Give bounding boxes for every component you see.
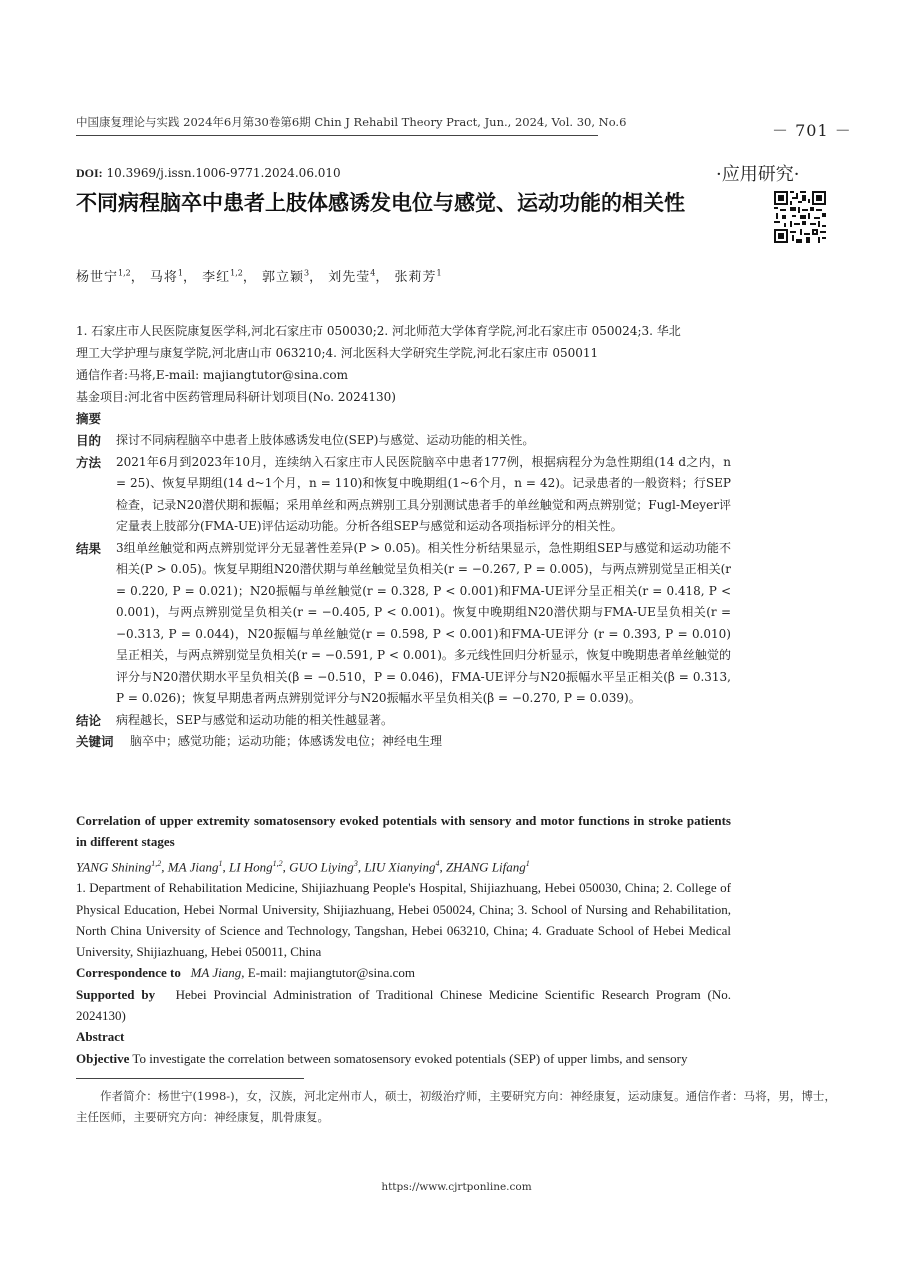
author-aff-en: 3 — [353, 858, 358, 868]
author-aff-en: 1 — [218, 858, 223, 868]
chinese-front-matter — [76, 320, 731, 753]
objective-label: 目的 — [76, 433, 102, 448]
author-name: 李红 — [202, 270, 231, 285]
keywords-cn — [76, 731, 731, 753]
correspondence-cn: 通信作者:马将,E-mail: majiangtutor@sina.com — [76, 368, 348, 382]
abstract-results-cn — [76, 538, 731, 710]
doi-value[interactable]: 10.3969/j.issn.1006-9771.2024.06.010 — [102, 166, 341, 180]
abstract-heading-cn: 摘要 — [76, 411, 102, 426]
supported-text: Hebei Provincial Administration of Traditional Chinese Medicine Scientific Research Program (No. 2024130) — [76, 986, 732, 1023]
correspondence-label: Correspondence to — [76, 965, 181, 981]
header-rule — [76, 135, 598, 136]
article-title-en: Correlation of upper extremity somatosensory evoked potentials with sensory and motor functions in stroke patients in different stages — [76, 813, 731, 850]
author-name-en: LI Hong — [228, 858, 273, 874]
correspondence-en — [76, 962, 731, 983]
doi-label: DOI: — [76, 166, 103, 180]
qr-code-icon — [774, 191, 826, 243]
author-aff-en: 4 — [435, 858, 440, 868]
author-name: 张莉芳 — [394, 270, 437, 285]
section-tag: ·应用研究· — [716, 164, 800, 185]
journal-header: 中国康复理论与实践 2024年6月第30卷第6期 Chin J Rehabil Theory Pract, Jun., 2024, Vol. 30, No.6 — [76, 115, 627, 129]
authors-cn: 杨世宁$^{1,2}$， 马将$^1$， 李红$^{1,2}$， 郭立颖$^3$， 刘先莹$^4$， 张莉芳$^1$ — [76, 268, 442, 285]
correspondence-name: MA Jiang, — [190, 965, 245, 981]
authors-en: YANG Shining$^{1,2}$, MA Jiang$^1$, LI Hong$^{1,2}$, GUO Liying$^3$, LIU Xianying$^4$, ZHANG Lifang$^1$ — [76, 858, 530, 874]
footer-url[interactable]: https://www.cjrtponline.com — [381, 1181, 532, 1193]
abstract-heading-en: Abstract — [76, 1029, 125, 1045]
english-front-matter — [76, 810, 731, 1069]
author-name-en: LIU Xianying — [364, 858, 436, 874]
doi[interactable] — [76, 166, 341, 181]
author-name: 刘先莹 — [328, 270, 371, 285]
funding-cn: 基金项目:河北省中医药管理局科研计划项目(No. 2024130) — [76, 390, 396, 404]
author-name-en: YANG Shining — [76, 858, 152, 874]
abstract-methods-cn — [76, 452, 731, 538]
objective-label-en: Objective — [76, 1050, 130, 1066]
author-aff: 1 — [436, 268, 442, 278]
author-aff: 1 — [177, 268, 183, 278]
affiliation-line-2: 理工大学护理与康复学院,河北唐山市 063210;4. 河北医科大学研究生学院,河北石家庄市 050011 — [76, 346, 599, 360]
affiliations-en: 1. Department of Rehabilitation Medicine, Shijiazhuang People's Hospital, Shijiazhuang, Hebei 050030, China; 2. College of Physical Education, Hebei Normal University, Shijiazhuang, Hebei 050024, China; 3. School of Nursing and Rehabilitation, North China University of Science and Technology, Tangshan, Hebei 063210, China; 4. Graduate School of Hebei Medical University, Shijiazhuang, Hebei 050011, China — [76, 880, 731, 960]
author-aff-en: 1,2 — [272, 858, 283, 868]
abstract-conclusion-cn — [76, 710, 731, 732]
author-name-en: GUO Liying — [289, 858, 354, 874]
methods-label: 方法 — [76, 454, 102, 470]
results-label: 结果 — [76, 540, 102, 556]
author-aff: 1,2 — [230, 268, 243, 278]
author-aff: 4 — [370, 268, 376, 278]
article-title-cn: 不同病程脑卒中患者上肢体感诱发电位与感觉、运动功能的相关性 — [76, 191, 685, 215]
abstract-objective-cn — [76, 430, 731, 452]
author-name: 马将 — [149, 270, 178, 285]
conclusion-label: 结论 — [76, 712, 102, 728]
author-aff-en: 1 — [525, 858, 530, 868]
keywords-label: 关键词 — [76, 734, 114, 749]
results-text: 3组单丝触觉和两点辨别觉评分无显著性差异(P > 0.05)。相关性分析结果显示，急性期组SEP与感觉和运动功能不相关(P > 0.05)。恢复早期组N20潜伏期与单丝触觉呈负相关(r = −0.267, P = 0.005)，与两点辨别觉呈正相关(r = 0.220, P = 0.021)；N20振幅与单丝触觉(r = 0.328, P < 0.001)和FMA-UE评分呈正相关(r = 0.418, P < 0.001)，与两点辨别觉呈负相关(r = −0.405, P < 0.001)。恢复中晚期组N20潜伏期与FMA-UE呈负相关(r = −0.313, P = 0.044)，N20振幅与单丝触觉(r = 0.598, P < 0.001)和FMA-UE评分 (r = 0.393, P = 0.010) 呈正相关，与两点辨别觉呈负相关(r = −0.591, P < 0.001)。多元线性回归分析显示，恢复中晚期患者单丝触觉的评分与N20潜伏期水平呈负相关(β = −0.510，P = 0.046)，FMA-UE评分与N20振幅水平呈正相关(β = 0.313, P = 0.026)；恢复早期患者两点辨别觉评分与N20振幅水平呈负相关(β = −0.270, P = 0.039)。 — [116, 540, 731, 705]
author-name: 郭立颖 — [262, 270, 305, 285]
author-aff: 3 — [304, 268, 310, 278]
methods-text: 2021年6月到2023年10月，连续纳入石家庄市人民医院脑卒中患者177例，根据病程分为急性期组(14 d之内，n = 25)、恢复早期组(14 d~1个月，n = 110)和恢复中晚期组(1~6个月，n = 42)。记录患者的一般资料；行SEP检查，记录N20潜伏期和振幅；采用单丝和两点辨别工具分别测试患者手的单丝触觉和两点辨别觉；Fugl-Meyer评定量表上肢部分(FMA-UE)评估运动功能。分析各组SEP与感觉和运动各项指标评分的相关性。 — [116, 454, 731, 533]
footnote-rule — [76, 1078, 304, 1079]
author-aff: 1,2 — [118, 268, 131, 278]
author-name: 杨世宁 — [76, 270, 119, 285]
author-name-en: MA Jiang — [167, 858, 219, 874]
objective-text: 探讨不同病程脑卒中患者上肢体感诱发电位(SEP)与感觉、运动功能的相关性。 — [116, 433, 535, 447]
page-number: － 701 － — [772, 121, 852, 140]
objective-text-en: To investigate the correlation between somatosensory evoked potentials (SEP) of upper limbs, and sensory — [129, 1050, 688, 1066]
author-aff-en: 1,2 — [151, 858, 162, 868]
keywords-text: 脑卒中；感觉功能；运动功能；体感诱发电位；神经电生理 — [130, 734, 443, 748]
affiliation-line-1: 1. 石家庄市人民医院康复医学科,河北石家庄市 050030;2. 河北师范大学体育学院,河北石家庄市 050024;3. 华北 — [76, 324, 681, 338]
author-name-en: ZHANG Lifang — [445, 858, 526, 874]
correspondence-email[interactable]: E-mail: majiangtutor@sina.com — [244, 965, 415, 981]
supported-label: Supported by — [76, 986, 156, 1002]
supported-by-en — [76, 984, 731, 1027]
conclusion-text: 病程越长，SEP与感觉和运动功能的相关性越显著。 — [116, 712, 394, 727]
author-footnote: 作者简介：杨世宁(1998-)，女，汉族，河北定州市人，硕士，初级治疗师，主要研究方向：神经康复，运动康复。通信作者：马将，男，博士，主任医师，主要研究方向：神经康复，肌骨康复。 — [76, 1089, 836, 1124]
objective-en — [76, 1048, 731, 1069]
